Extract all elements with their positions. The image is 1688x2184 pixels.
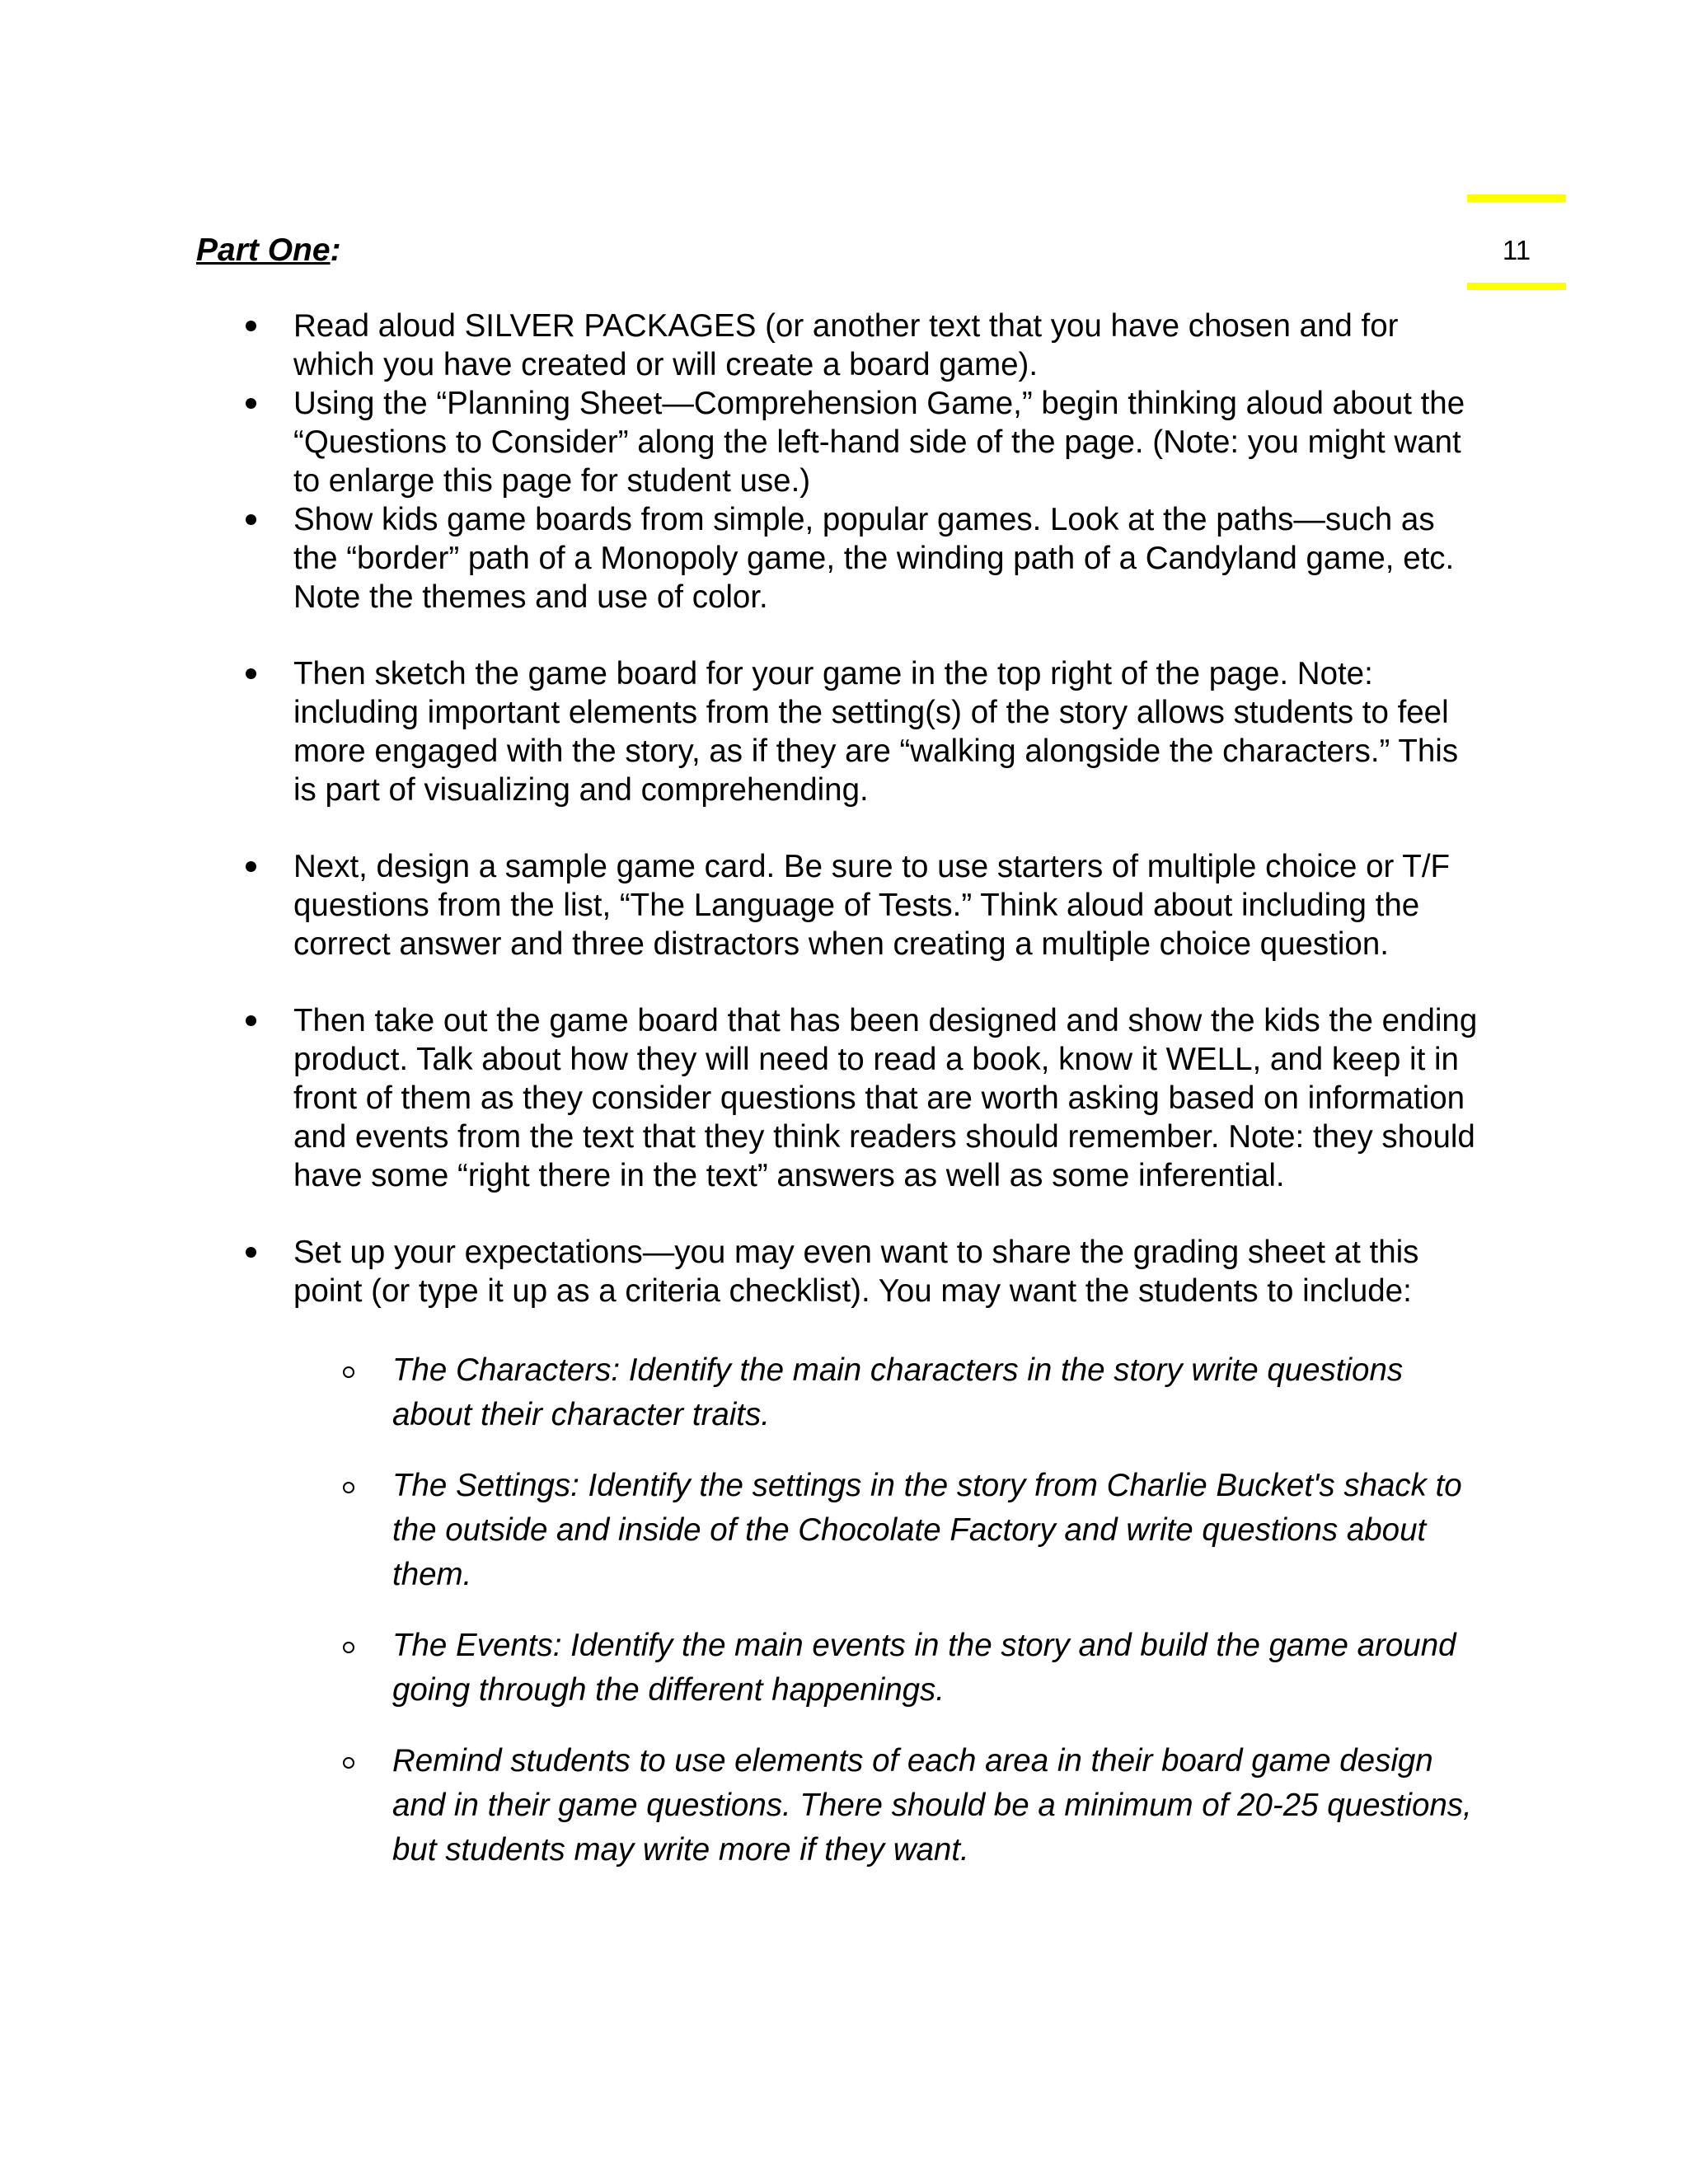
bullet-text: Next, design a sample game card. Be sure to use starters of multiple choice or T/F questions from the list, “The Language of Tests.” Think aloud about including the correct answer and three distractors when creating a multiple choice question. [293,849,1451,962]
bullet-text: Read aloud SILVER PACKAGES (or another text that you have chosen and for which you have created or will create a board game). [293,308,1399,382]
sub-bullet-text: The Characters: Identify the main characters in the story write questions about their character traits. [392,1352,1404,1432]
sub-bullet-item [293,1348,1482,1437]
bullet-icon [246,514,256,525]
bullet-text: Set up your expectations—you may even want to share the grading sheet at this point (or type it up as a criteria checklist). You may want the students to include: [293,1235,1419,1309]
bullet-item [196,847,1482,963]
circle-bullet-icon [343,1366,354,1378]
sub-bullet-item [293,1624,1482,1713]
bullet-text: Show kids game boards from simple, popular games. Look at the paths—such as the “border” path of a Monopoly game, the winding path of a Candyland game, etc. Note the themes and use of color. [293,502,1455,615]
section-title [196,232,341,269]
section-title-colon: : [330,232,341,268]
bullet-icon [246,1015,256,1026]
sub-bullet-item [293,1739,1482,1872]
bullet-item [196,1001,1482,1195]
bullet-list [196,307,1482,1899]
sub-bullet-item [293,1464,1482,1597]
circle-bullet-icon [343,1757,354,1769]
bullet-icon [246,1247,256,1258]
bullet-text: Then take out the game board that has been designed and show the kids the ending product. Talk about how they will need to read a book, know it WELL, and keep it in front of them as they consider questions that are worth asking based on information and events from the text that they think readers should remember. Note: they should have some “right there in the text” answers as well as some inferential. [293,1003,1478,1193]
bullet-icon [246,321,256,331]
bullet-item [196,500,1482,616]
page-number: 11 [1502,235,1531,265]
circle-bullet-icon [343,1642,354,1653]
circle-bullet-icon [343,1482,354,1493]
bullet-item [196,1233,1482,1872]
sub-bullet-list [293,1348,1482,1872]
sub-bullet-text: Remind students to use elements of each area in their board game design and in their game questions. There should be a minimum of 20-25 questions, but students may write more if they want. [392,1743,1472,1868]
bullet-text: Then sketch the game board for your game in the top right of the page. Note: including important elements from the setting(s) of the story allows students to feel more engaged with the story, as if they are “walking alongside the characters.” This is part of visualizing and comprehending. [293,656,1459,808]
bullet-icon [246,398,256,409]
bullet-icon [246,861,256,872]
sub-bullet-text: The Settings: Identify the settings in the story from Charlie Bucket's shack to the outside and inside of the Chocolate Factory and write questions about them. [392,1468,1462,1592]
bullet-item [196,654,1482,809]
sub-bullet-text: The Events: Identify the main events in the story and build the game around going through the different happenings. [392,1628,1456,1708]
page-number-box [1467,194,1566,290]
bullet-item [196,384,1482,500]
bullet-text: Using the “Planning Sheet—Comprehension Game,” begin thinking aloud about the “Questions to Consider” along the left-hand side of the page. (Note: you might want to enlarge this page for student use.) [293,386,1465,499]
bullet-item [196,307,1482,384]
section-title-text: Part One [196,232,331,268]
bullet-icon [246,668,256,679]
